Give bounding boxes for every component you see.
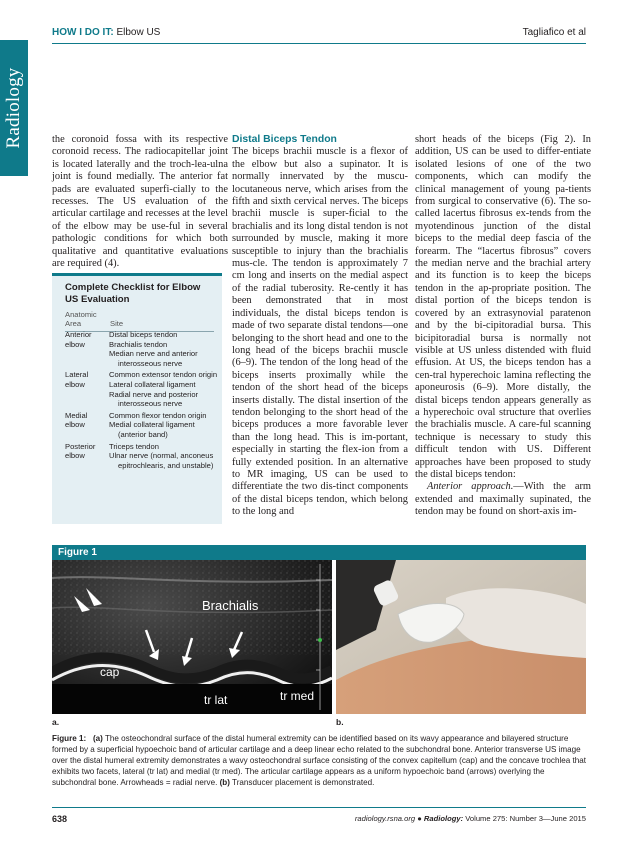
checklist-row (65, 370, 218, 408)
checklist-col-site: Site (110, 319, 124, 328)
checklist-sites (109, 370, 218, 408)
elbow-checklist-box (52, 273, 222, 524)
checklist-site: Median nerve and anterior interosseous nerve (109, 349, 198, 368)
checklist-site: Brachialis tendon (109, 339, 168, 349)
caption-panel-b: (b) (219, 778, 230, 787)
tr-lat-label: tr lat (204, 693, 228, 707)
checklist-sites (109, 411, 218, 440)
column1-paragraph: the coronoid fossa with its respective coronoid recess. The radiocapitellar joint is located laterally and the troch-lea-ulna joint is found medially. The anterior fat pads are evaluated superfi-cially to the recesses. The US evaluation of the articular cartilage and recesses at the level of the elbow may be use-ful in several pathologic conditions for which both qualitative and quantitative evaluations are required (4). (52, 134, 228, 270)
checklist-site: Distal biceps tendon (109, 330, 178, 339)
photo-svg (336, 560, 586, 714)
checklist-area: Lateral elbow (65, 370, 89, 389)
caption-text: The osteochondral surface of the distal humeral extremity can be identified based on its wavy appearance and bilayered structure formed by a superficial hypoechoic band of articular cartilage and a deep linear echo related to the subchondral bone. Anterior transverse US image over the distal humeral extremity demonstrates a wavy osteochondral surface consisting of the convex capitellum (cap) and the concave trochlea that exhibits two facets, lateral (tr lat) and medial (tr med). The articular cartilage appears as a uniform hypoechoic band (arrows) overlying the subchondral bone. Arrowheads = radial nerve. (52, 734, 587, 787)
panel-b-letter: b. (336, 717, 344, 727)
journal-side-tab (0, 40, 28, 176)
checklist-sites (109, 330, 218, 368)
checklist-header-row (65, 310, 214, 332)
checklist-area: Posterior elbow (65, 441, 96, 461)
panel-a-letter: a. (52, 717, 60, 727)
anterior-approach-subhead: Anterior approach. (427, 481, 514, 493)
checklist-row (65, 442, 218, 471)
transducer-placement-photo (336, 560, 586, 714)
ultrasound-image (52, 560, 332, 714)
caption-panel-a: (a) (92, 734, 103, 743)
caption-label: Figure 1: (52, 734, 87, 743)
footer-volume: Volume 275: Number 3—June 2015 (463, 814, 586, 823)
header-divider (52, 43, 586, 44)
text-column-1 (52, 134, 228, 270)
journal-side-tab-label: Radiology (3, 67, 24, 149)
footer-citation (355, 814, 586, 823)
cap-label: cap (100, 665, 120, 679)
footer-site: radiology.rsna.org (354, 814, 416, 823)
checklist-site: Ulnar nerve (normal, anconeus epitrochlearis, and unstable) (109, 451, 214, 470)
checklist-area: Medial elbow (65, 410, 88, 430)
page-number: 638 (52, 814, 68, 824)
footer-journal: Radiology: (423, 814, 464, 823)
checklist-area: Anterior elbow (65, 330, 92, 349)
running-head (52, 27, 586, 38)
ultrasound-svg (52, 560, 332, 714)
running-head-left (52, 27, 160, 38)
running-head-section: HOW I DO IT: (52, 27, 114, 38)
brachialis-label: Brachialis (202, 598, 259, 613)
figure-caption (52, 733, 586, 788)
checklist-col-area: Anatomic Area (65, 310, 97, 328)
checklist-title: Complete Checklist for Elbow US Evaluation (65, 282, 201, 305)
caption-text-b: Transducer placement is demonstrated. (229, 778, 375, 787)
checklist-row (65, 411, 218, 440)
focus-marker-icon (318, 638, 322, 642)
checklist-site: Radial nerve and posterior interosseous nerve (109, 389, 199, 409)
checklist-row (65, 330, 218, 368)
tr-med-label: tr med (280, 689, 315, 703)
checklist-site: Medial collateral ligament (anterior band) (109, 420, 195, 439)
text-column-2 (232, 134, 408, 519)
column3-paragraph-2-text: —With the arm extended and maximally supinated, the tendon may be found on short-axis im- (415, 481, 591, 518)
running-head-authors: Tagliafico et al (522, 27, 586, 38)
text-column-3 (415, 134, 591, 519)
column3-paragraph-2 (415, 481, 591, 518)
checklist-sites (109, 442, 218, 471)
section-heading: Distal Biceps Tendon (232, 134, 337, 145)
figure-label: Figure 1 (58, 547, 97, 558)
checklist-site: Lateral collateral ligament (109, 379, 196, 389)
checklist-site: Triceps tendon (109, 441, 159, 451)
figure-label-bar (52, 545, 586, 560)
footer-bullet: ● (415, 814, 424, 823)
column3-paragraph: short heads of the biceps (Fig 2). In addition, US can be used to differ-entiate isolated lesions of one of the two components, which can modify the clinical management of young pa-tients from surgical to conservative (6). The so-called lacertus fibrosus ex-tends from the myotendinous junction of the distal biceps to the medial deep fascia of the forearm. The “lacertus fibrosus” covers the median nerve and the brachial artery and its function is to keep the biceps tendon in the ap-propriate position. The distal portion of the biceps tendon is covered by an extrasynovial paratenon and by the bi-cipitoradial bursa. This bicipitoradial bursa is normally not visible at US unless distended with fluid effusion. At US, the biceps tendon has a cen-tral hyperechoic lamina reflecting the aponeurosis (6–9). More distally, the distal biceps tendon appears generally as a hyperechoic oval structure that overlies the brachialis muscle. A care-ful scanning technique is necessary to study this difficult tendon with US. Different approaches have been proposed to study the distal biceps tendon: (415, 134, 591, 480)
footer-divider (52, 807, 586, 808)
checklist-site: Common extensor tendon origin (109, 370, 218, 380)
column2-paragraph: The biceps brachii muscle is a flexor of the elbow but also a supinator. It is normally innervated by the muscu-locutaneous nerve, which arises from the fifth and sixth cervical nerves. The biceps brachii muscle is super-ficial to the brachialis and its long distal tendon is not surrounded by muscle, making it more susceptible to injury than the brachialis mus-cle. The tendon is approximately 7 cm long and inserts on the medial aspect of the radial tuberosity. Re-cently it has been demonstrated that in most individuals, the distal biceps tendon is made of two separate distal tendons—one belonging to the short head and one to the long head of the biceps brachii muscle (6–9). The tendon of the long head of the biceps inserts proximally while the tendon of the short head of the biceps inserts distally. The distal insertion of the tendon belonging to the short head of the biceps produces a more favorable lever than the long head. This is im-portant, especially in starting the flex-ion from a fully extended position. In an alternative to MR imaging, US can be used to differentiate the two dis-tinct components of the distal biceps tendon, which belong to the long and (232, 146, 408, 518)
checklist-rows (65, 330, 218, 470)
running-head-topic: Elbow US (113, 27, 161, 38)
checklist-site: Common flexor tendon origin (109, 410, 207, 420)
